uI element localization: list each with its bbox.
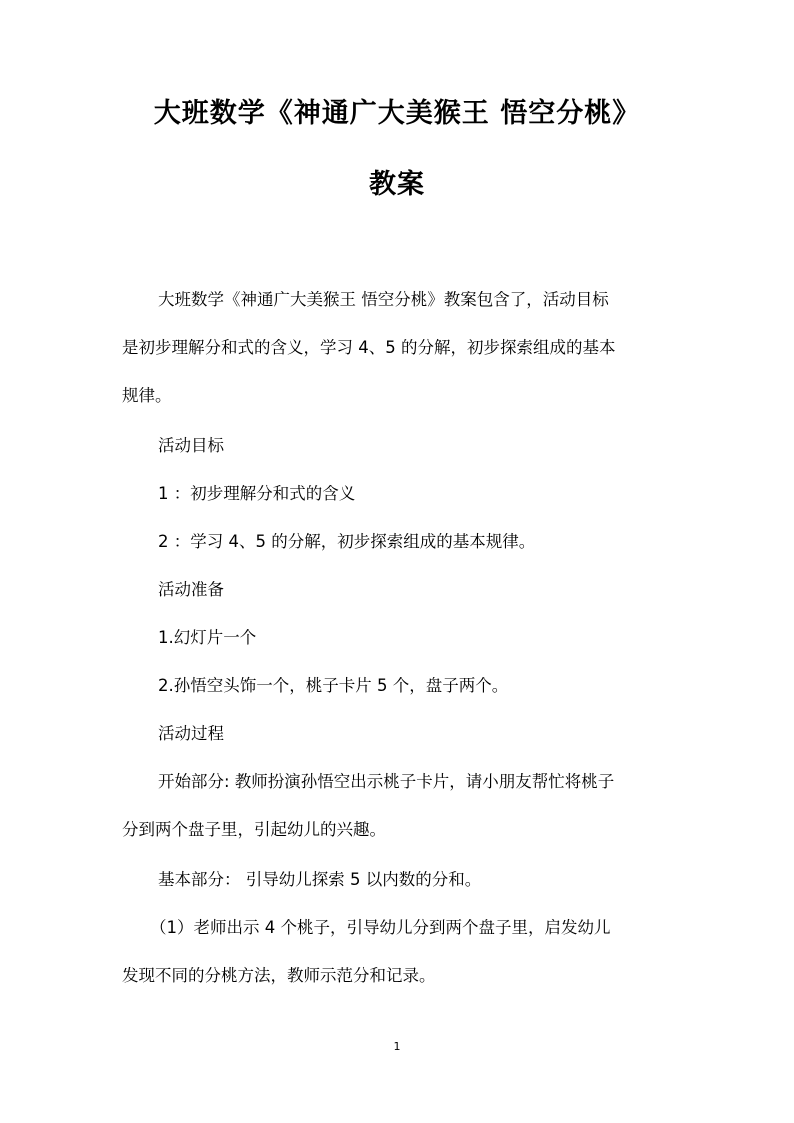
preparation-item-1: 1.幻灯片一个 bbox=[158, 628, 257, 647]
start-part-line-2: 分到两个盘子里，引起幼儿的兴趣。 bbox=[122, 820, 386, 839]
basic-part-line: 基本部分： 引导幼儿探索 5 以内数的分和。 bbox=[158, 870, 482, 889]
intro-line-3: 规律。 bbox=[122, 386, 172, 405]
step-1-line-2: 发现不同的分桃方法，教师示范分和记录。 bbox=[122, 966, 436, 985]
preparation-item-2: 2.孙悟空头饰一个，桃子卡片 5 个，盘子两个。 bbox=[158, 676, 509, 695]
document-title-line-2: 教案 bbox=[369, 169, 425, 200]
page-number: 1 bbox=[393, 1040, 401, 1053]
section-heading-process: 活动过程 bbox=[158, 724, 224, 743]
intro-line-1: 大班数学《神通广大美猴王 悟空分桃》教案包含了，活动目标 bbox=[158, 290, 609, 309]
goal-item-1: 1 ：初步理解分和式的含义 bbox=[158, 484, 356, 503]
section-heading-goals: 活动目标 bbox=[158, 436, 224, 455]
intro-line-2: 是初步理解分和式的含义，学习 4、5 的分解，初步探索组成的基本 bbox=[122, 338, 616, 357]
start-part-line-1: 开始部分: 教师扮演孙悟空出示桃子卡片，请小朋友帮忙将桃子 bbox=[158, 772, 615, 791]
step-1-line-1: （1）老师出示 4 个桃子，引导幼儿分到两个盘子里，启发幼儿 bbox=[150, 918, 611, 937]
document-title-line-1: 大班数学《神通广大美猴王 悟空分桃》 bbox=[153, 98, 641, 129]
section-heading-preparation: 活动准备 bbox=[158, 580, 224, 599]
goal-item-2: 2 ：学习 4、5 的分解，初步探索组成的基本规律。 bbox=[158, 532, 536, 551]
